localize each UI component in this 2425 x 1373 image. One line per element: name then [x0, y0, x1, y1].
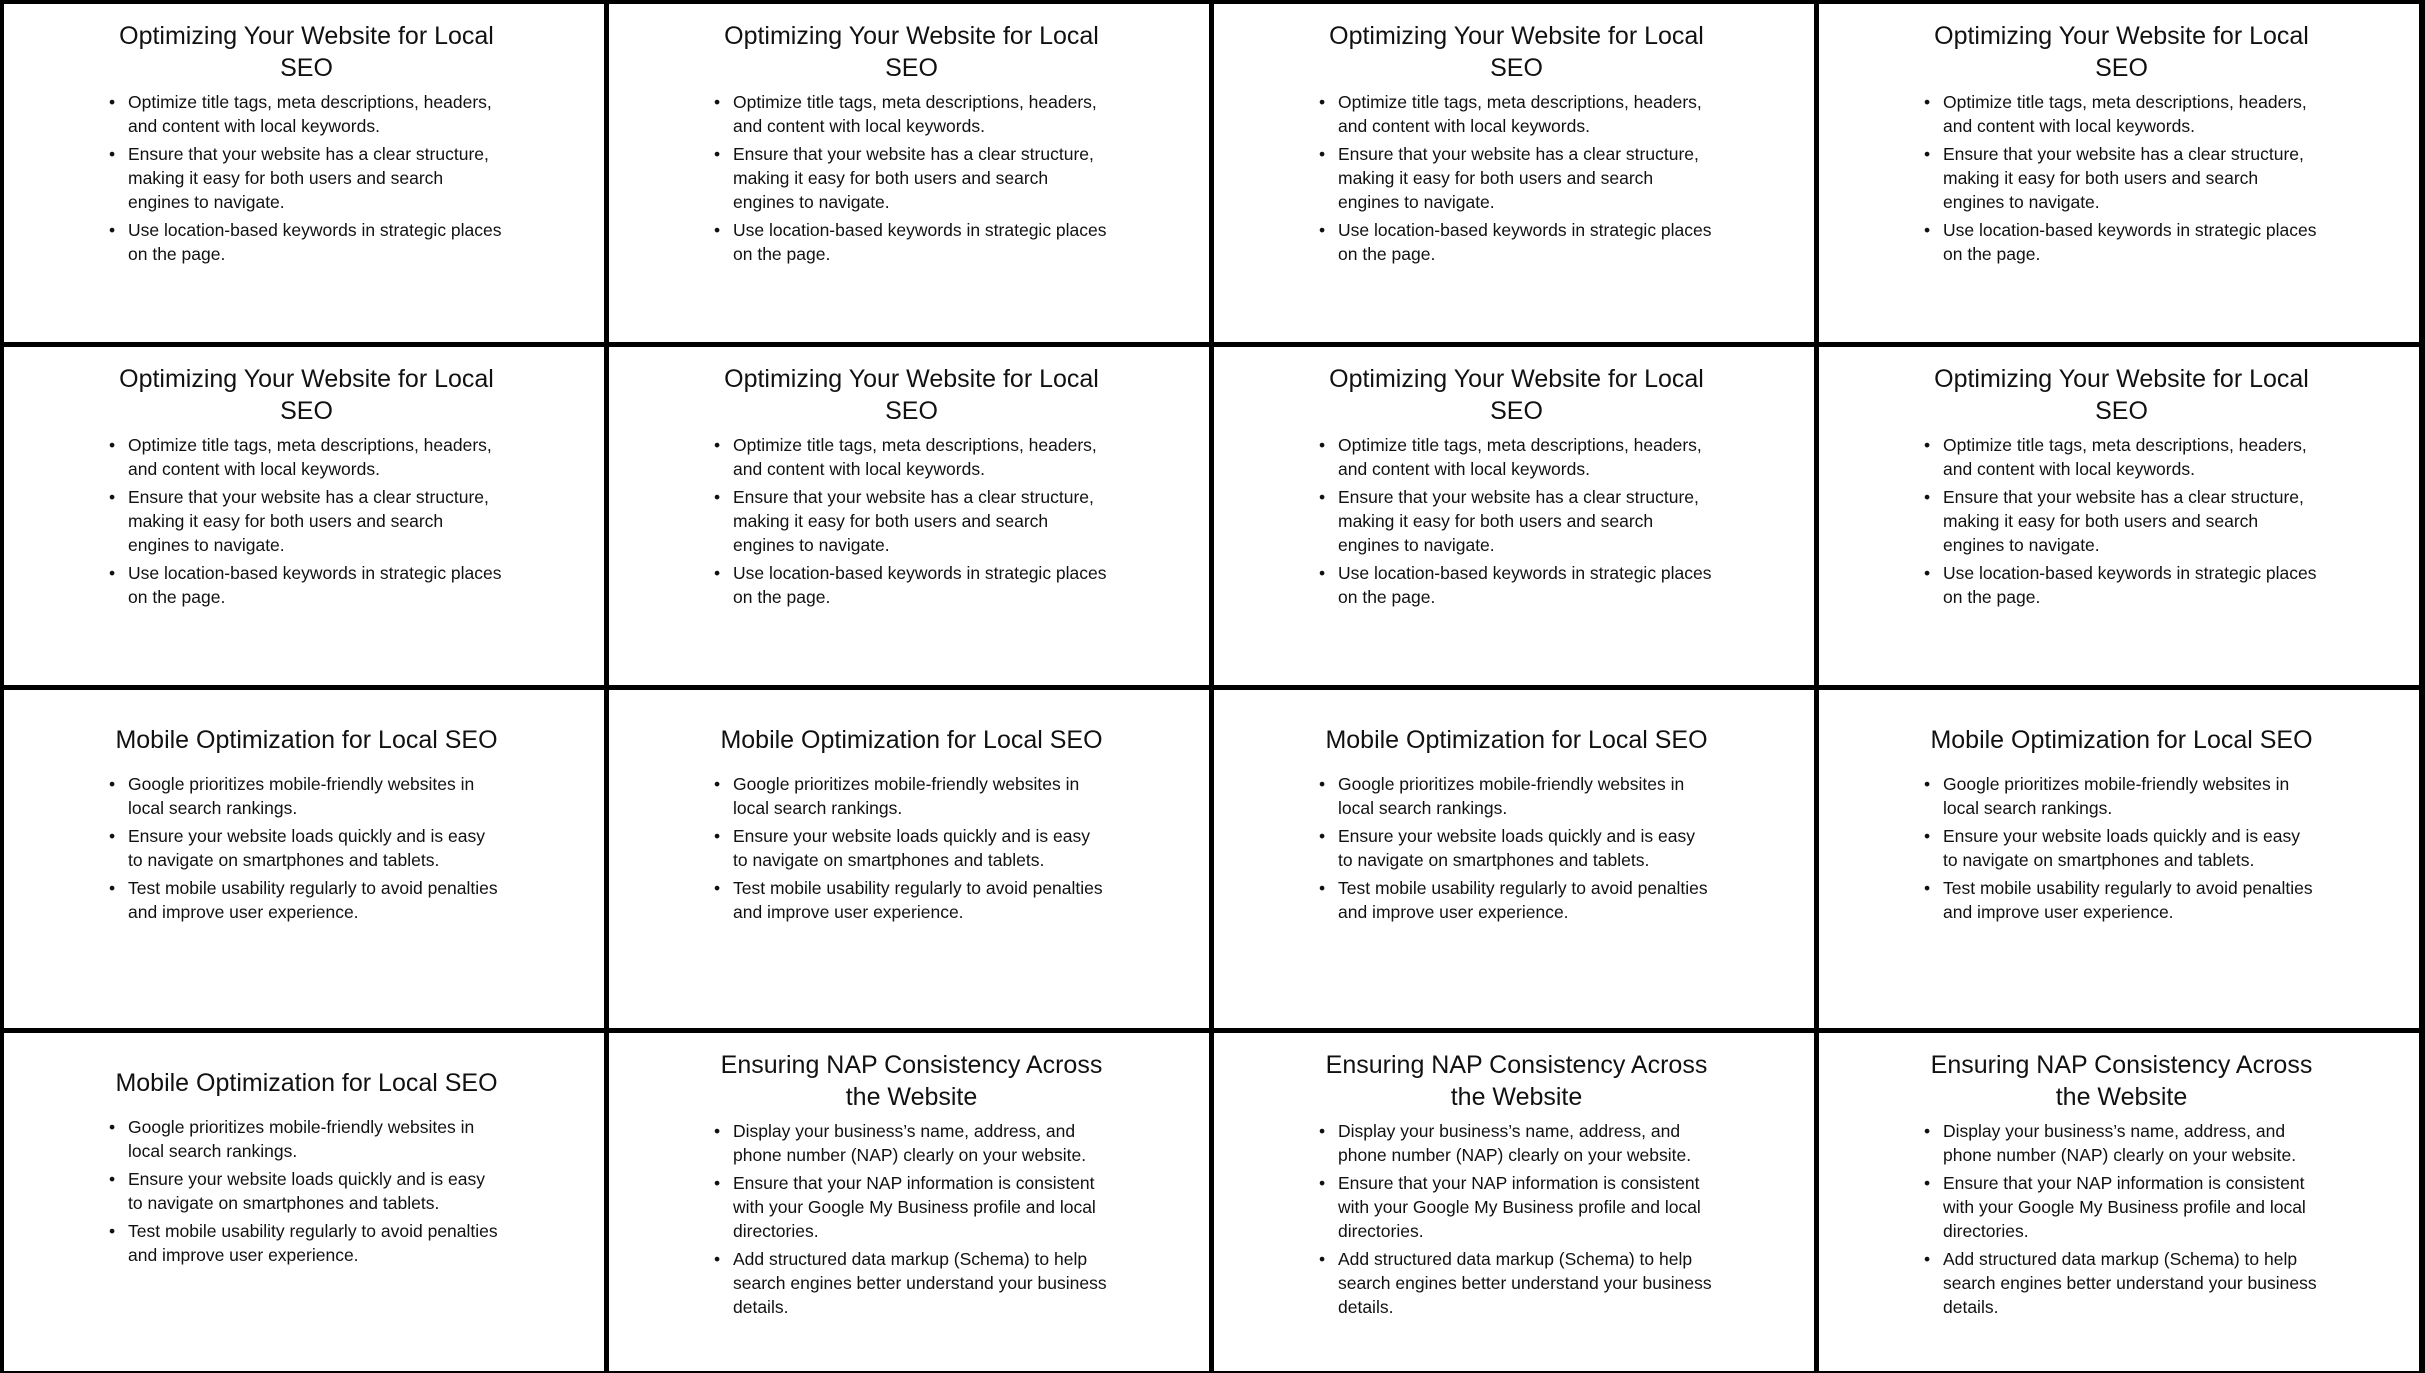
bullet-list — [714, 1119, 1109, 1319]
bullet-item — [1924, 561, 2319, 609]
bullet-text: Use location-based keywords in strategic places on the page. — [733, 563, 1107, 607]
bullet-text: Ensure your website loads quickly and is easy to navigate on smartphones and tablets. — [733, 826, 1090, 870]
slide-content — [714, 1043, 1109, 1323]
slide-thumbnail[interactable] — [4, 4, 604, 342]
slide-title: Mobile Optimization for Local SEO — [1325, 726, 1708, 754]
bullet-item — [1319, 142, 1714, 214]
bullet-dot-icon: • — [109, 1117, 116, 1137]
bullet-item — [109, 824, 504, 872]
slide-thumbnail[interactable] — [609, 690, 1209, 1028]
bullet-text: Ensure that your website has a clear structure, making it easy for both users and search engines to navigate. — [1338, 144, 1699, 212]
bullet-dot-icon: • — [1924, 1173, 1931, 1193]
bullet-text: Ensure that your NAP information is consistent with your Google My Business profile and local directories. — [733, 1173, 1096, 1241]
bullet-dot-icon: • — [1924, 435, 1931, 455]
bullet-dot-icon: • — [1319, 435, 1326, 455]
slide-title: Optimizing Your Website for Local SEO — [1934, 365, 2309, 425]
slide-content — [109, 14, 504, 270]
slide-content — [1924, 14, 2319, 270]
slide-content — [1924, 1043, 2319, 1323]
bullet-text: Ensure your website loads quickly and is easy to navigate on smartphones and tablets. — [1943, 826, 2300, 870]
bullet-dot-icon: • — [1924, 878, 1931, 898]
bullet-item — [714, 824, 1109, 872]
bullet-dot-icon: • — [1319, 144, 1326, 164]
bullet-item — [714, 1171, 1109, 1243]
slide-content — [109, 357, 504, 613]
bullet-text: Add structured data markup (Schema) to help search engines better understand your business details. — [1943, 1249, 2317, 1317]
bullet-item — [1319, 876, 1714, 924]
bullet-item — [714, 1119, 1109, 1167]
bullet-dot-icon: • — [714, 1249, 721, 1269]
bullet-item — [714, 218, 1109, 266]
bullet-item — [1319, 1171, 1714, 1243]
bullet-item — [1924, 218, 2319, 266]
bullet-dot-icon: • — [1319, 878, 1326, 898]
bullet-text: Google prioritizes mobile-friendly websites in local search rankings. — [128, 1117, 475, 1161]
slide-thumbnail[interactable] — [4, 1033, 604, 1371]
bullet-list — [1319, 90, 1714, 266]
slide-title: Ensuring NAP Consistency Across the Website — [1325, 1051, 1708, 1111]
bullet-dot-icon: • — [1924, 220, 1931, 240]
slide-title: Mobile Optimization for Local SEO — [115, 726, 498, 754]
bullet-item — [1319, 1119, 1714, 1167]
slide-thumbnail[interactable] — [1214, 4, 1814, 342]
bullet-text: Optimize title tags, meta descriptions, headers, and content with local keywords. — [1338, 435, 1702, 479]
bullet-dot-icon: • — [714, 826, 721, 846]
bullet-dot-icon: • — [1319, 1249, 1326, 1269]
bullet-text: Test mobile usability regularly to avoid penalties and improve user experience. — [128, 878, 498, 922]
bullet-item — [714, 561, 1109, 609]
slide-content — [714, 357, 1109, 613]
bullet-item — [109, 90, 504, 138]
slide-content — [1319, 14, 1714, 270]
bullet-list — [1319, 772, 1714, 924]
slide-content — [109, 1043, 504, 1271]
bullet-text: Optimize title tags, meta descriptions, headers, and content with local keywords. — [1943, 92, 2307, 136]
bullet-text: Use location-based keywords in strategic places on the page. — [733, 220, 1107, 264]
bullet-dot-icon: • — [714, 144, 721, 164]
bullet-dot-icon: • — [714, 878, 721, 898]
bullet-item — [109, 561, 504, 609]
slide-content — [1319, 700, 1714, 928]
bullet-item — [1319, 772, 1714, 820]
bullet-dot-icon: • — [1319, 92, 1326, 112]
bullet-list — [714, 433, 1109, 609]
slide-content — [714, 700, 1109, 928]
bullet-dot-icon: • — [1924, 1249, 1931, 1269]
slide-thumbnail[interactable] — [1819, 690, 2419, 1028]
bullet-item — [1924, 433, 2319, 481]
bullet-text: Test mobile usability regularly to avoid penalties and improve user experience. — [128, 1221, 498, 1265]
bullet-item — [714, 485, 1109, 557]
bullet-item — [1924, 90, 2319, 138]
bullet-item — [1319, 433, 1714, 481]
bullet-text: Add structured data markup (Schema) to help search engines better understand your business details. — [733, 1249, 1107, 1317]
bullet-item — [109, 433, 504, 481]
bullet-list — [1924, 433, 2319, 609]
bullet-dot-icon: • — [1924, 487, 1931, 507]
bullet-list — [714, 90, 1109, 266]
bullet-text: Ensure that your website has a clear structure, making it easy for both users and search engines to navigate. — [128, 144, 489, 212]
bullet-item — [1924, 485, 2319, 557]
slide-content — [1319, 1043, 1714, 1323]
bullet-dot-icon: • — [714, 435, 721, 455]
bullet-text: Optimize title tags, meta descriptions, headers, and content with local keywords. — [1338, 92, 1702, 136]
bullet-list — [109, 90, 504, 266]
slide-title: Ensuring NAP Consistency Across the Website — [1930, 1051, 2313, 1111]
bullet-item — [109, 1167, 504, 1215]
slide-title: Optimizing Your Website for Local SEO — [724, 22, 1099, 82]
bullet-item — [714, 876, 1109, 924]
slide-content — [1319, 357, 1714, 613]
slide-title: Optimizing Your Website for Local SEO — [724, 365, 1099, 425]
bullet-text: Test mobile usability regularly to avoid penalties and improve user experience. — [1943, 878, 2313, 922]
bullet-item — [714, 90, 1109, 138]
bullet-item — [1924, 824, 2319, 872]
bullet-dot-icon: • — [1319, 487, 1326, 507]
bullet-text: Google prioritizes mobile-friendly websites in local search rankings. — [1943, 774, 2290, 818]
bullet-text: Add structured data markup (Schema) to help search engines better understand your business details. — [1338, 1249, 1712, 1317]
bullet-dot-icon: • — [109, 826, 116, 846]
slide-thumbnail[interactable] — [4, 690, 604, 1028]
bullet-item — [109, 1219, 504, 1267]
bullet-dot-icon: • — [1924, 92, 1931, 112]
bullet-list — [1924, 1119, 2319, 1319]
bullet-item — [109, 218, 504, 266]
bullet-text: Google prioritizes mobile-friendly websites in local search rankings. — [128, 774, 475, 818]
bullet-text: Test mobile usability regularly to avoid penalties and improve user experience. — [1338, 878, 1708, 922]
bullet-item — [1319, 485, 1714, 557]
bullet-item — [714, 772, 1109, 820]
bullet-item — [714, 142, 1109, 214]
bullet-text: Optimize title tags, meta descriptions, headers, and content with local keywords. — [128, 435, 492, 479]
bullet-text: Optimize title tags, meta descriptions, headers, and content with local keywords. — [733, 92, 1097, 136]
bullet-text: Use location-based keywords in strategic places on the page. — [1338, 563, 1712, 607]
bullet-text: Ensure that your website has a clear structure, making it easy for both users and search engines to navigate. — [1943, 144, 2304, 212]
bullet-text: Ensure that your website has a clear structure, making it easy for both users and search engines to navigate. — [1338, 487, 1699, 555]
bullet-dot-icon: • — [109, 92, 116, 112]
bullet-text: Ensure that your website has a clear structure, making it easy for both users and search engines to navigate. — [1943, 487, 2304, 555]
bullet-text: Ensure that your NAP information is consistent with your Google My Business profile and local directories. — [1943, 1173, 2306, 1241]
bullet-dot-icon: • — [1924, 774, 1931, 794]
bullet-text: Ensure that your NAP information is consistent with your Google My Business profile and local directories. — [1338, 1173, 1701, 1241]
bullet-text: Display your business’s name, address, and phone number (NAP) clearly on your website. — [733, 1121, 1087, 1165]
bullet-item — [109, 876, 504, 924]
bullet-dot-icon: • — [109, 487, 116, 507]
bullet-dot-icon: • — [714, 92, 721, 112]
slide-title: Ensuring NAP Consistency Across the Website — [720, 1051, 1103, 1111]
bullet-dot-icon: • — [1924, 563, 1931, 583]
bullet-dot-icon: • — [714, 220, 721, 240]
slide-title: Mobile Optimization for Local SEO — [115, 1069, 498, 1097]
bullet-text: Ensure your website loads quickly and is easy to navigate on smartphones and tablets. — [1338, 826, 1695, 870]
slide-thumbnail[interactable] — [1214, 347, 1814, 685]
bullet-item — [109, 485, 504, 557]
slide-content — [109, 700, 504, 928]
bullet-item — [714, 1247, 1109, 1319]
bullet-item — [109, 772, 504, 820]
bullet-item — [1924, 1171, 2319, 1243]
slide-thumbnail[interactable] — [609, 1033, 1209, 1371]
bullet-item — [1924, 1119, 2319, 1167]
slide-title: Optimizing Your Website for Local SEO — [119, 365, 494, 425]
bullet-dot-icon: • — [1319, 774, 1326, 794]
bullet-list — [1319, 433, 1714, 609]
bullet-text: Use location-based keywords in strategic places on the page. — [1943, 563, 2317, 607]
bullet-text: Ensure your website loads quickly and is easy to navigate on smartphones and tablets. — [128, 1169, 485, 1213]
slide-thumbnail[interactable] — [1819, 1033, 2419, 1371]
bullet-item — [1319, 561, 1714, 609]
bullet-list — [1319, 1119, 1714, 1319]
bullet-item — [714, 433, 1109, 481]
bullet-dot-icon: • — [109, 563, 116, 583]
bullet-text: Use location-based keywords in strategic places on the page. — [1943, 220, 2317, 264]
bullet-list — [714, 772, 1109, 924]
slide-title: Optimizing Your Website for Local SEO — [1329, 365, 1704, 425]
bullet-dot-icon: • — [714, 1173, 721, 1193]
bullet-dot-icon: • — [714, 1121, 721, 1141]
bullet-item — [1924, 876, 2319, 924]
bullet-dot-icon: • — [109, 220, 116, 240]
bullet-text: Use location-based keywords in strategic places on the page. — [128, 220, 502, 264]
bullet-item — [1319, 218, 1714, 266]
bullet-text: Optimize title tags, meta descriptions, headers, and content with local keywords. — [128, 92, 492, 136]
slide-content — [1924, 357, 2319, 613]
bullet-dot-icon: • — [109, 774, 116, 794]
bullet-text: Use location-based keywords in strategic places on the page. — [128, 563, 502, 607]
bullet-dot-icon: • — [714, 563, 721, 583]
bullet-dot-icon: • — [109, 878, 116, 898]
bullet-dot-icon: • — [109, 435, 116, 455]
bullet-text: Display your business’s name, address, and phone number (NAP) clearly on your website. — [1338, 1121, 1692, 1165]
bullet-text: Ensure that your website has a clear structure, making it easy for both users and search engines to navigate. — [733, 487, 1094, 555]
bullet-text: Optimize title tags, meta descriptions, headers, and content with local keywords. — [733, 435, 1097, 479]
bullet-text: Use location-based keywords in strategic places on the page. — [1338, 220, 1712, 264]
slide-content — [714, 14, 1109, 270]
slide-thumbnail[interactable] — [1214, 690, 1814, 1028]
bullet-item — [1924, 142, 2319, 214]
bullet-dot-icon: • — [1319, 1121, 1326, 1141]
bullet-list — [109, 1115, 504, 1267]
bullet-item — [1924, 772, 2319, 820]
slide-title: Optimizing Your Website for Local SEO — [1329, 22, 1704, 82]
bullet-text: Optimize title tags, meta descriptions, headers, and content with local keywords. — [1943, 435, 2307, 479]
slide-thumbnail[interactable] — [1819, 347, 2419, 685]
bullet-dot-icon: • — [1924, 826, 1931, 846]
bullet-dot-icon: • — [714, 487, 721, 507]
slide-title: Mobile Optimization for Local SEO — [720, 726, 1103, 754]
slide-thumbnail[interactable] — [4, 347, 604, 685]
bullet-dot-icon: • — [1319, 220, 1326, 240]
bullet-list — [109, 433, 504, 609]
bullet-text: Google prioritizes mobile-friendly websites in local search rankings. — [733, 774, 1080, 818]
slide-title: Optimizing Your Website for Local SEO — [119, 22, 494, 82]
bullet-dot-icon: • — [109, 144, 116, 164]
bullet-text: Display your business’s name, address, and phone number (NAP) clearly on your website. — [1943, 1121, 2297, 1165]
bullet-dot-icon: • — [109, 1221, 116, 1241]
bullet-text: Ensure that your website has a clear structure, making it easy for both users and search engines to navigate. — [128, 487, 489, 555]
bullet-dot-icon: • — [1924, 1121, 1931, 1141]
bullet-item — [1319, 90, 1714, 138]
bullet-item — [109, 142, 504, 214]
bullet-dot-icon: • — [109, 1169, 116, 1189]
slide-content — [1924, 700, 2319, 928]
bullet-item — [1319, 824, 1714, 872]
bullet-dot-icon: • — [1319, 563, 1326, 583]
slide-thumbnail[interactable] — [1214, 1033, 1814, 1371]
bullet-dot-icon: • — [714, 774, 721, 794]
bullet-dot-icon: • — [1319, 1173, 1326, 1193]
slide-title: Mobile Optimization for Local SEO — [1930, 726, 2313, 754]
bullet-list — [1924, 772, 2319, 924]
bullet-text: Test mobile usability regularly to avoid penalties and improve user experience. — [733, 878, 1103, 922]
bullet-text: Ensure that your website has a clear structure, making it easy for both users and search engines to navigate. — [733, 144, 1094, 212]
slide-title: Optimizing Your Website for Local SEO — [1934, 22, 2309, 82]
bullet-text: Google prioritizes mobile-friendly websites in local search rankings. — [1338, 774, 1685, 818]
slide-thumbnail[interactable] — [609, 347, 1209, 685]
bullet-item — [1319, 1247, 1714, 1319]
bullet-dot-icon: • — [1924, 144, 1931, 164]
bullet-item — [109, 1115, 504, 1163]
bullet-text: Ensure your website loads quickly and is easy to navigate on smartphones and tablets. — [128, 826, 485, 870]
bullet-list — [109, 772, 504, 924]
bullet-dot-icon: • — [1319, 826, 1326, 846]
bullet-item — [1924, 1247, 2319, 1319]
slide-thumbnail[interactable] — [1819, 4, 2419, 342]
slide-thumbnail[interactable] — [609, 4, 1209, 342]
bullet-list — [1924, 90, 2319, 266]
